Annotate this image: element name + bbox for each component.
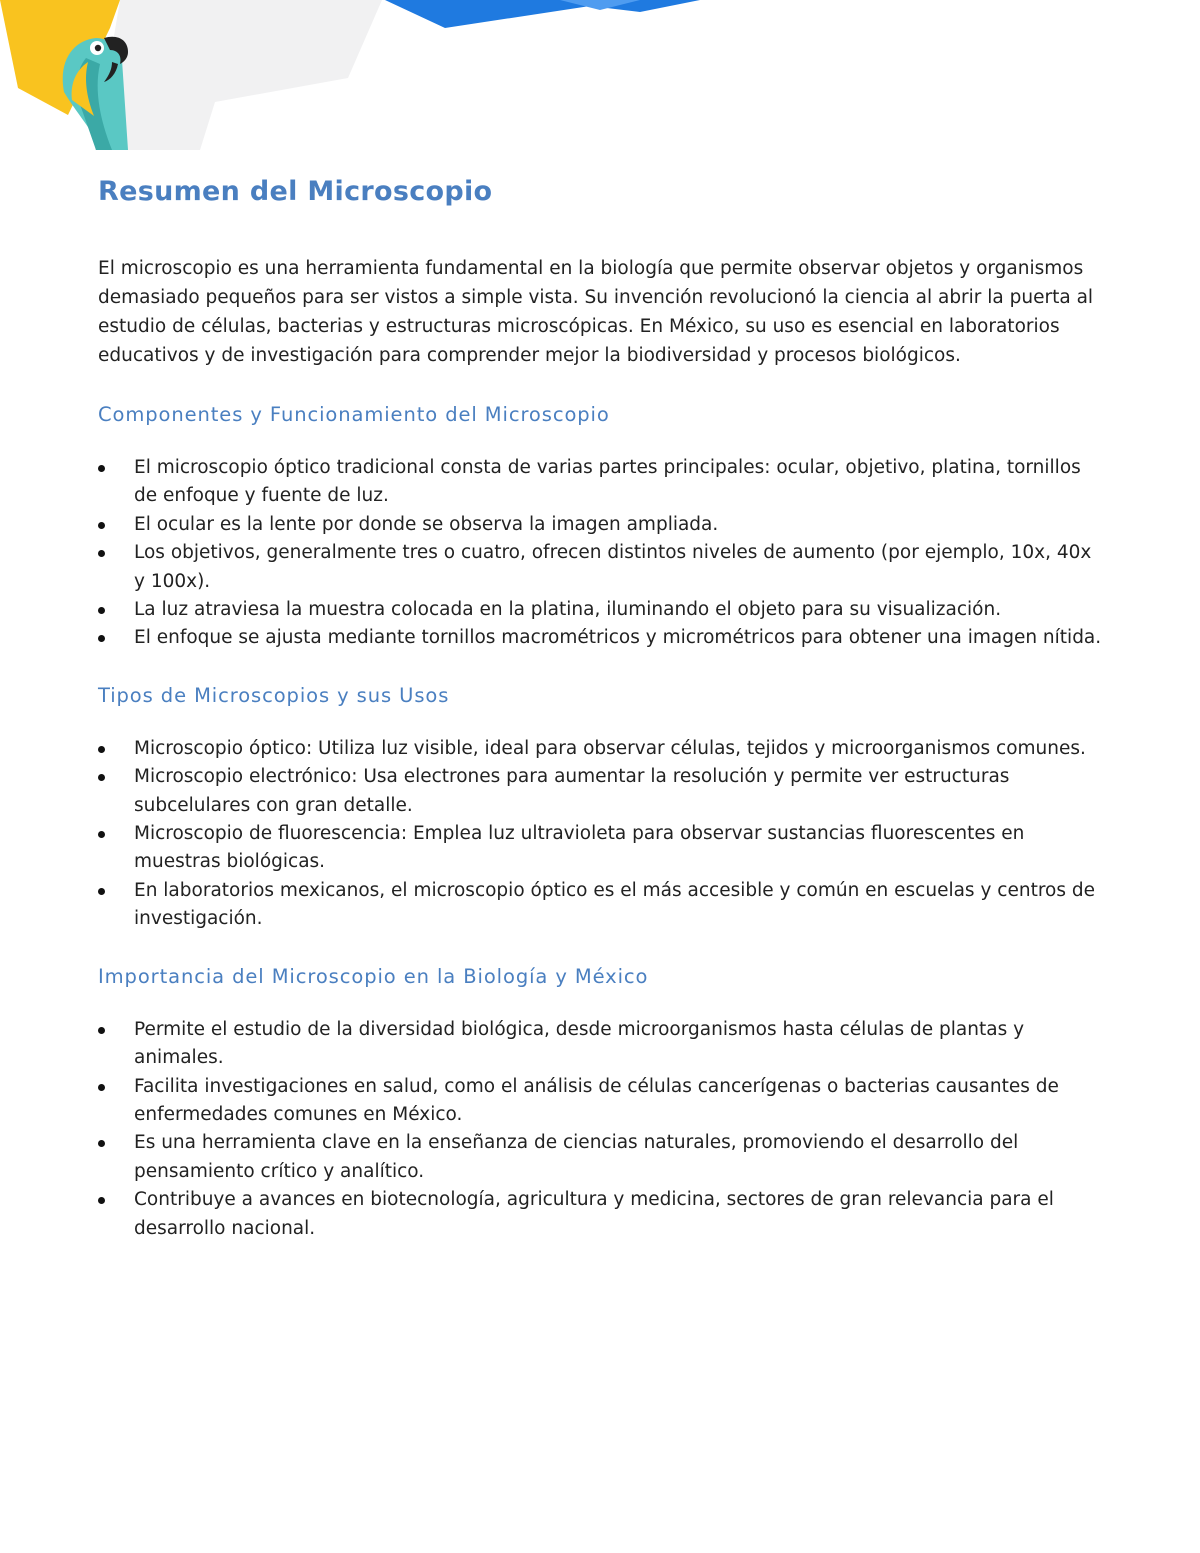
- bullet-list-importancia: [98, 1016, 1108, 1243]
- intro-paragraph: El microscopio es una herramienta fundamental en la biología que permite observar objetos y organismos demasiado pequeños para ser vistos a simple vista. Su invención revolucionó la ciencia al abrir la puerta al estudio de células, bacterias y estructuras microscópicas. En México, su uso es esencial en laboratorios educativos y de investigación para comprender mejor la biodiversidad y procesos biológicos.: [98, 258, 1094, 366]
- bullet-list-tipos: [98, 735, 1108, 934]
- bullet-icon: [98, 607, 105, 614]
- bullet-icon: [98, 522, 105, 529]
- list-item: La luz atraviesa la muestra colocada en la platina, iluminando el objeto para su visualización.: [98, 596, 1108, 624]
- bullet-icon: [98, 831, 105, 838]
- bullet-icon: [98, 550, 105, 557]
- list-item: Contribuye a avances en biotecnología, agricultura y medicina, sectores de gran relevancia para el desarrollo nacional.: [98, 1186, 1108, 1243]
- bullet-icon: [98, 1140, 105, 1147]
- bullet-icon: [98, 1084, 105, 1091]
- header-decoration: [0, 0, 760, 150]
- bullet-list-componentes: [98, 454, 1108, 653]
- bullet-icon: [98, 774, 105, 781]
- header-gray-shape: [95, 0, 382, 150]
- list-item: El ocular es la lente por donde se observa la imagen ampliada.: [98, 511, 1108, 539]
- document-body: [98, 170, 1108, 1269]
- section-heading-importancia: Importancia del Microscopio en la Biología y México: [98, 964, 649, 988]
- list-item: Los objetivos, generalmente tres o cuatro, ofrecen distintos niveles de aumento (por ejemplo, 10x, 40x y 100x).: [98, 539, 1108, 596]
- list-item: Facilita investigaciones en salud, como el análisis de células cancerígenas o bacterias causantes de enfermedades comunes en México.: [98, 1073, 1108, 1130]
- section-heading-tipos: Tipos de Microscopios y sus Usos: [98, 683, 450, 707]
- bullet-icon: [98, 1197, 105, 1204]
- list-item: Microscopio electrónico: Usa electrones para aumentar la resolución y permite ver estructuras subcelulares con gran detalle.: [98, 763, 1108, 820]
- section-heading-componentes: Componentes y Funcionamiento del Microscopio: [98, 403, 610, 426]
- list-item: El enfoque se ajusta mediante tornillos macrométricos y micrométricos para obtener una imagen nítida.: [98, 624, 1108, 652]
- bullet-icon: [98, 465, 105, 472]
- list-item: Microscopio óptico: Utiliza luz visible, ideal para observar células, tejidos y microorganismos comunes.: [98, 735, 1108, 763]
- list-item: Es una herramienta clave en la enseñanza de ciencias naturales, promoviendo el desarrollo del pensamiento crítico y analítico.: [98, 1129, 1108, 1186]
- list-item: Permite el estudio de la diversidad biológica, desde microorganismos hasta células de plantas y animales.: [98, 1016, 1108, 1073]
- list-item: El microscopio óptico tradicional consta de varias partes principales: ocular, objetivo, platina, tornillos de enfoque y fuente de luz.: [98, 454, 1108, 511]
- bullet-icon: [98, 1027, 105, 1034]
- parrot-icon: [63, 37, 128, 150]
- bullet-icon: [98, 888, 105, 895]
- document-title: Resumen del Microscopio: [98, 176, 493, 207]
- header-blue-shape: [385, 0, 700, 28]
- list-item: En laboratorios mexicanos, el microscopio óptico es el más accesible y común en escuelas y centros de investigación.: [98, 877, 1108, 934]
- bullet-icon: [98, 746, 105, 753]
- bullet-icon: [98, 635, 105, 642]
- list-item: Microscopio de fluorescencia: Emplea luz ultravioleta para observar sustancias fluorescentes en muestras biológicas.: [98, 820, 1108, 877]
